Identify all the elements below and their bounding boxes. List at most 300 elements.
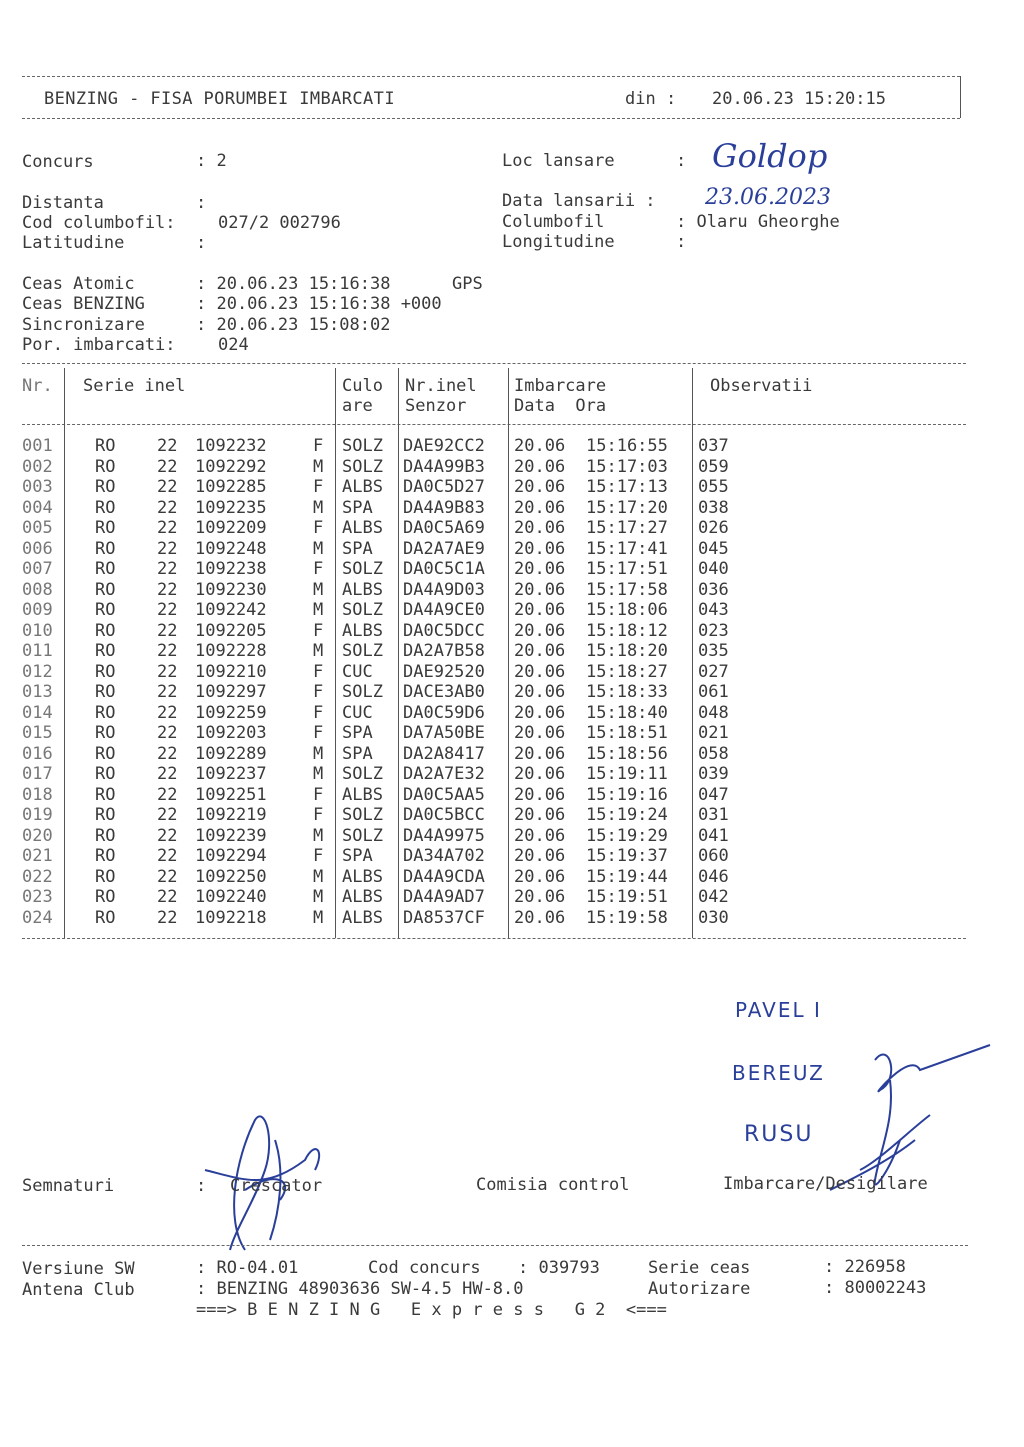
row-ring-number: 1092228 [195,641,267,661]
row-time: 15:18:27 [586,661,668,682]
row-country: RO [95,497,116,518]
row-number: 024 [22,907,53,928]
row-date: 20.06 [514,846,566,866]
row-country: RO [95,518,116,538]
row-year: 22 [157,559,178,579]
table-row [0,887,1024,908]
row-sex: M [313,600,324,620]
row-color: ALBS [342,620,383,641]
row-time: 15:18:33 [586,682,668,702]
col-header-senzor: Senzor [405,396,467,416]
comisia-label: Comisia control [476,1175,630,1195]
row-color: CUC [342,702,373,723]
por-imbarcati-value: 024 [218,335,249,355]
row-observatii: 047 [698,784,729,805]
row-color: ALBS [342,887,383,907]
row-year: 22 [157,682,178,702]
row-ring-number: 1092250 [195,866,267,887]
row-year: 22 [157,805,178,825]
row-sex: M [313,743,324,764]
row-observatii: 060 [698,846,729,866]
row-time: 15:18:20 [586,641,668,661]
autorizare-value: : 80002243 [824,1278,927,1298]
row-date: 20.06 [514,723,566,743]
row-country: RO [95,764,116,784]
row-number: 003 [22,477,53,497]
row-observatii: 040 [698,559,729,579]
cod-columbofil-label: Cod columbofil: [22,213,176,233]
row-sex: M [313,538,324,559]
row-time: 15:17:58 [586,579,668,600]
row-observatii: 031 [698,805,729,825]
table-row [0,744,1024,765]
row-color: SOLZ [342,456,383,477]
row-color: SPA [342,743,373,764]
row-number: 023 [22,887,53,907]
concurs-label: Concurs [22,152,94,172]
row-sex: M [313,887,324,907]
row-time: 15:19:16 [586,784,668,805]
handwritten-name-1: PAVEL I [735,998,822,1022]
header-bottom-rule [22,118,960,119]
din-label: din : [625,89,677,109]
row-country: RO [95,436,116,456]
row-year: 22 [157,887,178,907]
row-ring-number: 1092292 [195,456,267,477]
row-ring-number: 1092205 [195,620,267,641]
row-date: 20.06 [514,641,566,661]
row-sensor-id: DA34A702 [403,846,485,866]
row-time: 15:17:27 [586,518,668,538]
table-row [0,600,1024,621]
table-row [0,539,1024,560]
row-sex: F [313,805,324,825]
row-sensor-id: DAE92CC2 [403,436,485,456]
latitudine-label: Latitudine [22,233,125,253]
row-year: 22 [157,784,178,805]
row-date: 20.06 [514,579,566,600]
row-sensor-id: DA0C5DCC [403,620,485,641]
sincronizare-value: : 20.06.23 15:08:02 [196,315,391,335]
distanta-label: Distanta [22,193,104,213]
row-sex: F [313,661,324,682]
row-sex: F [313,477,324,497]
row-country: RO [95,743,116,764]
row-year: 22 [157,743,178,764]
row-country: RO [95,600,116,620]
table-header-rule [22,424,966,425]
ceas-atomic-label: Ceas Atomic [22,274,135,294]
columbofil-label: Columbofil [502,212,605,232]
serie-ceas-label: Serie ceas [648,1258,751,1278]
row-date: 20.06 [514,764,566,784]
row-number: 008 [22,579,53,600]
row-observatii: 041 [698,825,729,846]
table-row [0,580,1024,601]
row-color: SOLZ [342,805,383,825]
col-header-data-ora: Data Ora [514,396,607,416]
row-color: ALBS [342,477,383,497]
row-observatii: 026 [698,518,729,538]
row-ring-number: 1092209 [195,518,267,538]
row-color: SPA [342,846,373,866]
row-country: RO [95,866,116,887]
ceas-atomic-suffix: GPS [452,274,483,294]
row-sensor-id: DA2A7AE9 [403,538,485,559]
row-color: SPA [342,538,373,559]
loc-lansare-colon: : [676,151,687,171]
table-row [0,621,1024,642]
row-year: 22 [157,600,178,620]
row-sex: F [313,436,324,456]
row-sex: F [313,784,324,805]
row-ring-number: 1092239 [195,825,267,846]
table-top-rule [22,363,966,364]
row-time: 15:18:40 [586,702,668,723]
row-time: 15:18:12 [586,620,668,641]
row-color: SPA [342,723,373,743]
table-bottom-rule [22,938,966,939]
row-color: SOLZ [342,600,383,620]
table-row [0,867,1024,888]
row-country: RO [95,559,116,579]
row-number: 019 [22,805,53,825]
row-ring-number: 1092237 [195,764,267,784]
row-observatii: 027 [698,661,729,682]
row-color: ALBS [342,907,383,928]
row-date: 20.06 [514,497,566,518]
header-right-rule [960,76,961,118]
cod-columbofil-value: 027/2 002796 [218,213,341,233]
handwritten-name-3: RUSU [744,1122,814,1147]
versiune-value: : RO-04.01 [196,1258,299,1278]
row-number: 018 [22,784,53,805]
row-sex: M [313,456,324,477]
row-year: 22 [157,846,178,866]
row-ring-number: 1092251 [195,784,267,805]
row-date: 20.06 [514,702,566,723]
col-header-imbarcare: Imbarcare [514,376,607,396]
serie-ceas-value: : 226958 [824,1257,906,1277]
row-color: SOLZ [342,682,383,702]
row-country: RO [95,723,116,743]
footer-top-rule [22,1245,968,1246]
loc-lansare-handwritten: Goldop [712,137,828,175]
sincronizare-label: Sincronizare [22,315,145,335]
row-ring-number: 1092210 [195,661,267,682]
row-country: RO [95,456,116,477]
row-number: 017 [22,764,53,784]
row-sensor-id: DA0C5D27 [403,477,485,497]
cod-concurs-value: : 039793 [518,1258,600,1278]
col-header-nr: Nr. [22,376,53,396]
row-number: 021 [22,846,53,866]
row-year: 22 [157,764,178,784]
row-sensor-id: DA2A7B58 [403,641,485,661]
row-country: RO [95,805,116,825]
data-lansarii-label: Data lansarii : [502,191,656,211]
row-date: 20.06 [514,620,566,641]
row-sensor-id: DA8537CF [403,907,485,928]
row-sex: F [313,559,324,579]
row-ring-number: 1092248 [195,538,267,559]
row-number: 001 [22,436,53,456]
row-ring-number: 1092218 [195,907,267,928]
row-color: ALBS [342,518,383,538]
row-time: 15:19:58 [586,907,668,928]
row-country: RO [95,477,116,497]
row-country: RO [95,682,116,702]
row-sensor-id: DA0C5BCC [403,805,485,825]
row-country: RO [95,907,116,928]
row-time: 15:19:44 [586,866,668,887]
row-date: 20.06 [514,887,566,907]
document-title: BENZING - FISA PORUMBEI IMBARCATI [44,89,395,109]
row-sex: M [313,764,324,784]
row-sensor-id: DA4A9B83 [403,497,485,518]
row-sensor-id: DA4A9975 [403,825,485,846]
row-number: 016 [22,743,53,764]
row-country: RO [95,641,116,661]
din-value: 20.06.23 15:20:15 [712,89,886,109]
row-color: SOLZ [342,764,383,784]
row-ring-number: 1092289 [195,743,267,764]
row-ring-number: 1092235 [195,497,267,518]
table-row [0,703,1024,724]
row-number: 014 [22,702,53,723]
row-year: 22 [157,866,178,887]
row-date: 20.06 [514,538,566,559]
row-sensor-id: DA4A9CDA [403,866,485,887]
table-row [0,498,1024,519]
row-time: 15:17:13 [586,477,668,497]
row-number: 015 [22,723,53,743]
autorizare-label: Autorizare [648,1279,751,1299]
row-ring-number: 1092238 [195,559,267,579]
row-time: 15:17:51 [586,559,668,579]
row-sensor-id: DA0C5C1A [403,559,485,579]
row-country: RO [95,661,116,682]
row-country: RO [95,702,116,723]
row-date: 20.06 [514,805,566,825]
table-row [0,682,1024,703]
row-time: 15:17:41 [586,538,668,559]
row-sex: F [313,518,324,538]
row-time: 15:19:37 [586,846,668,866]
row-color: SPA [342,497,373,518]
table-row [0,641,1024,662]
row-date: 20.06 [514,600,566,620]
row-sensor-id: DA4A9CE0 [403,600,485,620]
row-sensor-id: DA0C5AA5 [403,784,485,805]
ceas-benzing-value: : 20.06.23 15:16:38 +000 [196,294,442,314]
row-sex: M [313,866,324,887]
row-number: 022 [22,866,53,887]
row-sex: F [313,702,324,723]
row-time: 15:16:55 [586,436,668,456]
ceas-benzing-label: Ceas BENZING [22,294,145,314]
row-sensor-id: DA7A50BE [403,723,485,743]
row-color: CUC [342,661,373,682]
row-ring-number: 1092294 [195,846,267,866]
row-year: 22 [157,456,178,477]
row-date: 20.06 [514,907,566,928]
row-sensor-id: DA4A99B3 [403,456,485,477]
row-sex: M [313,579,324,600]
col-header-culo: Culo [342,376,383,396]
row-sensor-id: DA2A8417 [403,743,485,764]
row-year: 22 [157,723,178,743]
row-ring-number: 1092232 [195,436,267,456]
table-row [0,764,1024,785]
row-number: 012 [22,661,53,682]
row-date: 20.06 [514,456,566,477]
col-header-nrinel: Nr.inel [405,376,477,396]
row-sex: F [313,682,324,702]
row-sex: F [313,620,324,641]
row-time: 15:19:29 [586,825,668,846]
row-date: 20.06 [514,518,566,538]
row-color: ALBS [342,579,383,600]
row-observatii: 030 [698,907,729,928]
concurs-value: : 2 [196,151,227,171]
row-number: 013 [22,682,53,702]
row-country: RO [95,846,116,866]
row-sensor-id: DA4A9D03 [403,579,485,600]
row-country: RO [95,784,116,805]
row-sensor-id: DA2A7E32 [403,764,485,784]
antena-value: : BENZING 48903636 SW-4.5 HW-8.0 [196,1279,524,1299]
crescator-label: Crescator [230,1176,323,1196]
row-observatii: 048 [698,702,729,723]
row-time: 15:19:11 [586,764,668,784]
row-sensor-id: DAE92520 [403,661,485,682]
row-year: 22 [157,702,178,723]
table-row [0,908,1024,929]
row-date: 20.06 [514,661,566,682]
table-row [0,559,1024,580]
latitudine-value: : [196,233,207,253]
row-time: 15:18:56 [586,743,668,764]
row-color: ALBS [342,866,383,887]
row-date: 20.06 [514,825,566,846]
ceas-atomic-value: : 20.06.23 15:16:38 [196,274,391,294]
table-row [0,826,1024,847]
row-date: 20.06 [514,436,566,456]
por-imbarcati-label: Por. imbarcati: [22,335,176,355]
row-sex: M [313,497,324,518]
row-time: 15:18:06 [586,600,668,620]
row-ring-number: 1092297 [195,682,267,702]
col-header-are: are [342,396,373,416]
row-date: 20.06 [514,743,566,764]
row-observatii: 035 [698,641,729,661]
row-observatii: 055 [698,477,729,497]
row-country: RO [95,887,116,907]
row-year: 22 [157,620,178,641]
row-time: 15:19:51 [586,887,668,907]
row-observatii: 059 [698,456,729,477]
row-ring-number: 1092259 [195,702,267,723]
row-observatii: 036 [698,579,729,600]
row-ring-number: 1092230 [195,579,267,600]
table-row [0,846,1024,867]
row-observatii: 037 [698,436,729,456]
table-row [0,723,1024,744]
row-number: 010 [22,620,53,641]
table-row [0,457,1024,478]
row-country: RO [95,825,116,846]
row-date: 20.06 [514,784,566,805]
row-number: 004 [22,497,53,518]
row-year: 22 [157,825,178,846]
table-row [0,805,1024,826]
row-number: 007 [22,559,53,579]
row-sex: M [313,641,324,661]
row-year: 22 [157,518,178,538]
table-row [0,436,1024,457]
col-header-serie: Serie inel [83,376,186,396]
row-sex: M [313,907,324,928]
row-observatii: 058 [698,743,729,764]
row-observatii: 043 [698,600,729,620]
row-country: RO [95,579,116,600]
data-lansarii-handwritten: 23.06.2023 [705,185,831,210]
row-country: RO [95,620,116,641]
row-observatii: 038 [698,497,729,518]
distanta-value: : [196,193,207,213]
row-number: 002 [22,456,53,477]
table-row [0,785,1024,806]
row-year: 22 [157,907,178,928]
semnaturi-colon: : [196,1176,207,1196]
row-number: 006 [22,538,53,559]
row-color: ALBS [342,784,383,805]
row-sensor-id: DA0C59D6 [403,702,485,723]
antena-label: Antena Club [22,1280,135,1300]
row-ring-number: 1092240 [195,887,267,907]
row-color: SOLZ [342,436,383,456]
row-time: 15:19:24 [586,805,668,825]
handwritten-name-2: BEREUZ [732,1061,825,1085]
row-sex: F [313,723,324,743]
row-color: SOLZ [342,825,383,846]
row-year: 22 [157,661,178,682]
versiune-label: Versiune SW [22,1259,135,1279]
row-number: 011 [22,641,53,661]
table-row [0,662,1024,683]
row-color: SOLZ [342,559,383,579]
longitudine-label: Longitudine [502,232,615,252]
row-sensor-id: DA0C5A69 [403,518,485,538]
table-row [0,477,1024,498]
benzing-banner: ===> B E N Z I N G E x p r e s s G 2 <=== [196,1300,667,1320]
row-ring-number: 1092219 [195,805,267,825]
row-number: 005 [22,518,53,538]
imbarcare-desigilare-label: Imbarcare/Desigilare [723,1174,928,1194]
row-ring-number: 1092285 [195,477,267,497]
semnaturi-label: Semnaturi [22,1176,115,1196]
col-header-observatii: Observatii [710,376,813,396]
row-observatii: 046 [698,866,729,887]
row-color: SOLZ [342,641,383,661]
row-date: 20.06 [514,866,566,887]
row-year: 22 [157,641,178,661]
row-observatii: 042 [698,887,729,907]
row-year: 22 [157,436,178,456]
row-date: 20.06 [514,477,566,497]
row-observatii: 061 [698,682,729,702]
